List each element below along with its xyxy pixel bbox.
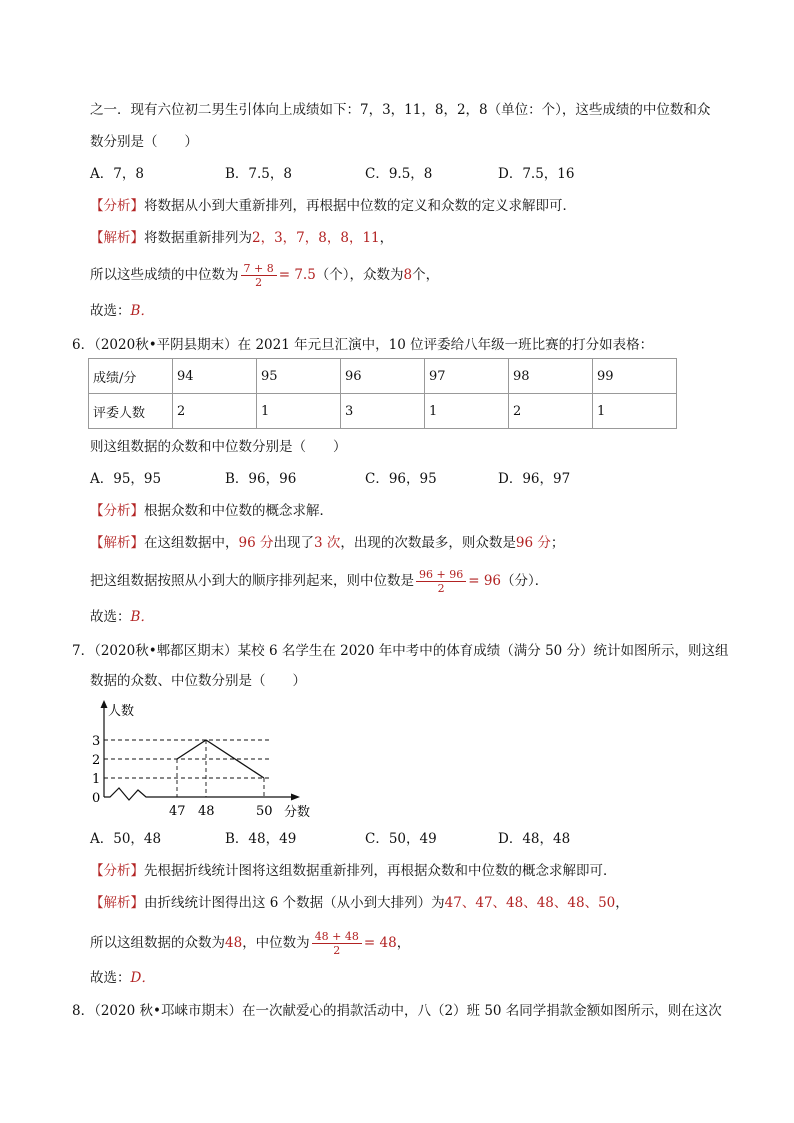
- q7-options: [90, 829, 570, 849]
- calc-result: = 48: [363, 935, 397, 951]
- solution-tag: 【解析】: [90, 230, 144, 246]
- solution-text: 由折线统计图得出这 6 个数据（从小到大排列）为: [144, 895, 445, 911]
- q5-options: [90, 164, 574, 184]
- q6-calc: [90, 568, 548, 595]
- question-number: 6．: [72, 337, 95, 353]
- q5-option-c[interactable]: C．9.5，8: [365, 166, 433, 182]
- table-cell: 3: [341, 394, 425, 429]
- q6-answer: [90, 607, 154, 627]
- question-number: 7．: [72, 643, 95, 659]
- q6-option-c[interactable]: C．96，95: [365, 471, 437, 487]
- table-cell: 98: [509, 359, 593, 394]
- q7-solution: [90, 893, 629, 913]
- x-axis: [104, 788, 294, 800]
- answer-label: 故选：: [90, 609, 131, 625]
- table-cell: 97: [425, 359, 509, 394]
- table-row: [89, 394, 677, 429]
- x-tick-label: 50: [256, 804, 273, 819]
- y-axis-arrow: [101, 700, 108, 708]
- y-tick-label: 0: [92, 791, 101, 806]
- q7-stem-line2: 数据的众数、中位数分别是（ ）: [90, 673, 306, 689]
- fraction-numerator: 7 + 8: [241, 262, 277, 276]
- solution-punct: ，: [615, 895, 629, 911]
- table-cell: 94: [173, 359, 257, 394]
- q7-option-d[interactable]: D．48，48: [498, 831, 571, 847]
- x-tick-label: 48: [198, 804, 215, 819]
- answer-value: B．: [130, 609, 154, 625]
- calc-end: ，: [396, 935, 411, 951]
- question-text: （2020 秋•邛崃市期末）在一次献爱心的捐款活动中，八（2）班 50 名同学捐款金额如图所示，则在这次: [94, 1003, 722, 1019]
- calc-mode: 8: [403, 267, 413, 283]
- question-text: （2020秋•郫都区期末）某校 6 名学生在 2020 年中考中的体育成绩（满分 50 分）统计如图所示，则这组: [94, 643, 729, 659]
- x-axis-label: 分数: [284, 805, 311, 820]
- calc-mode: 48: [225, 935, 243, 951]
- calc-end: 个，: [412, 267, 440, 283]
- fraction: [416, 568, 466, 595]
- solution-text: ，出现的次数最多，则众数是: [340, 535, 516, 551]
- calc-text: ，中位数为: [242, 935, 310, 951]
- q5-analysis: [90, 196, 576, 216]
- y-axis-label: 人数: [108, 704, 135, 719]
- fraction: [241, 262, 277, 289]
- solution-tag: 【解析】: [90, 895, 144, 911]
- analysis-text: 根据众数和中位数的概念求解．: [144, 503, 333, 519]
- solution-highlight: 3 次: [313, 535, 341, 551]
- x-axis-arrow: [291, 794, 300, 801]
- q6-option-a[interactable]: A．95，95: [90, 471, 162, 487]
- q8-stem: [72, 1001, 722, 1021]
- calc-text: 所以这组数据的众数为: [90, 935, 225, 951]
- x-tick-label: 47: [169, 804, 186, 819]
- table-row-label: 评委人数: [89, 394, 173, 429]
- question-number: 8．: [72, 1003, 95, 1019]
- solution-text: 出现了: [273, 535, 314, 551]
- q7-calc: [90, 930, 410, 957]
- table-header-label: 成绩/分: [89, 359, 173, 394]
- answer-value: B．: [130, 303, 154, 319]
- q6-solution: [90, 533, 564, 553]
- fraction-denominator: 2: [255, 276, 263, 289]
- fraction-denominator: 2: [333, 944, 341, 957]
- q5-option-a[interactable]: A．7，8: [90, 166, 144, 182]
- fraction: [312, 930, 362, 957]
- q7-analysis: [90, 861, 617, 881]
- answer-value: D．: [130, 970, 155, 986]
- table-cell: 1: [593, 394, 677, 429]
- q6-question: 则这组数据的众数和中位数分别是（ ）: [90, 439, 347, 455]
- solution-data: 2，3，7，8，8，11: [252, 230, 380, 246]
- q6-options: [90, 469, 570, 489]
- y-tick-label: 2: [92, 753, 101, 768]
- q7-option-a[interactable]: A．50，48: [90, 831, 162, 847]
- solution-data: 47、47、48、48、48、50: [444, 895, 616, 911]
- score-table: [88, 358, 677, 429]
- q6-option-d[interactable]: D．96，97: [498, 471, 571, 487]
- table-cell: 96: [341, 359, 425, 394]
- fraction-denominator: 2: [437, 582, 445, 595]
- table-cell: 2: [509, 394, 593, 429]
- q7-option-c[interactable]: C．50，49: [365, 831, 437, 847]
- solution-text: ；: [550, 535, 565, 551]
- solution-punct: ，: [379, 230, 394, 246]
- table-cell: 2: [173, 394, 257, 429]
- solution-text: 在这组数据中，: [144, 535, 239, 551]
- solution-text: 将数据重新排列为: [144, 230, 252, 246]
- q6-analysis: [90, 501, 333, 521]
- analysis-tag: 【分析】: [90, 863, 144, 879]
- y-tick-label: 3: [92, 734, 101, 749]
- q6-stem: [72, 335, 653, 355]
- solution-highlight: 96 分: [238, 535, 274, 551]
- analysis-tag: 【分析】: [90, 503, 144, 519]
- q5-stem-line1: 之一．现有六位初二男生引体向上成绩如下：7，3，11，8，2，8（单位：个），这些成绩的中位数和众: [90, 102, 711, 118]
- q6-option-b[interactable]: B．96，96: [225, 471, 297, 487]
- calc-text: 把这组数据按照从小到大的顺序排列起来，则中位数是: [90, 573, 414, 589]
- q5-answer: [90, 301, 154, 321]
- calc-text: 所以这些成绩的中位数为: [90, 267, 239, 283]
- calc-unit: （个），众数为: [315, 267, 404, 283]
- calc-unit: （分）．: [501, 573, 549, 589]
- analysis-tag: 【分析】: [90, 198, 144, 214]
- fraction-numerator: 96 + 96: [416, 568, 466, 582]
- q5-calc: [90, 262, 439, 289]
- fraction-numerator: 48 + 48: [312, 930, 362, 944]
- solution-tag: 【解析】: [90, 535, 144, 551]
- analysis-text: 将数据从小到大重新排列，再根据中位数的定义和众数的定义求解即可．: [144, 198, 576, 214]
- question-text: （2020秋•平阴县期末）在 2021 年元旦汇演中，10 位评委给八年级一班比赛的打分如表格：: [94, 337, 654, 353]
- calc-result: = 96: [468, 573, 501, 589]
- answer-label: 故选：: [90, 303, 131, 319]
- table-row: [89, 359, 677, 394]
- q5-stem-line2: 数分别是（ ）: [90, 134, 198, 150]
- calc-result: = 7.5: [278, 267, 316, 283]
- q5-option-b[interactable]: B．7.5，8: [225, 166, 292, 182]
- analysis-text: 先根据折线统计图将这组数据重新排列，再根据众数和中位数的概念求解即可．: [144, 863, 617, 879]
- chart-marks: [92, 734, 273, 819]
- solution-highlight: 96 分: [515, 535, 551, 551]
- answer-label: 故选：: [90, 970, 131, 986]
- table-cell: 99: [593, 359, 677, 394]
- table-cell: 1: [425, 394, 509, 429]
- chart-axes: [101, 700, 311, 820]
- q7-answer: [90, 968, 155, 988]
- y-tick-label: 1: [92, 772, 101, 787]
- q7-option-b[interactable]: B．48，49: [225, 831, 297, 847]
- table-cell: 95: [257, 359, 341, 394]
- q5-option-d[interactable]: D．7.5，16: [498, 166, 575, 182]
- q7-stem-line1: [72, 641, 729, 661]
- line-chart: [84, 697, 334, 822]
- q5-solution: [90, 228, 393, 248]
- table-cell: 1: [257, 394, 341, 429]
